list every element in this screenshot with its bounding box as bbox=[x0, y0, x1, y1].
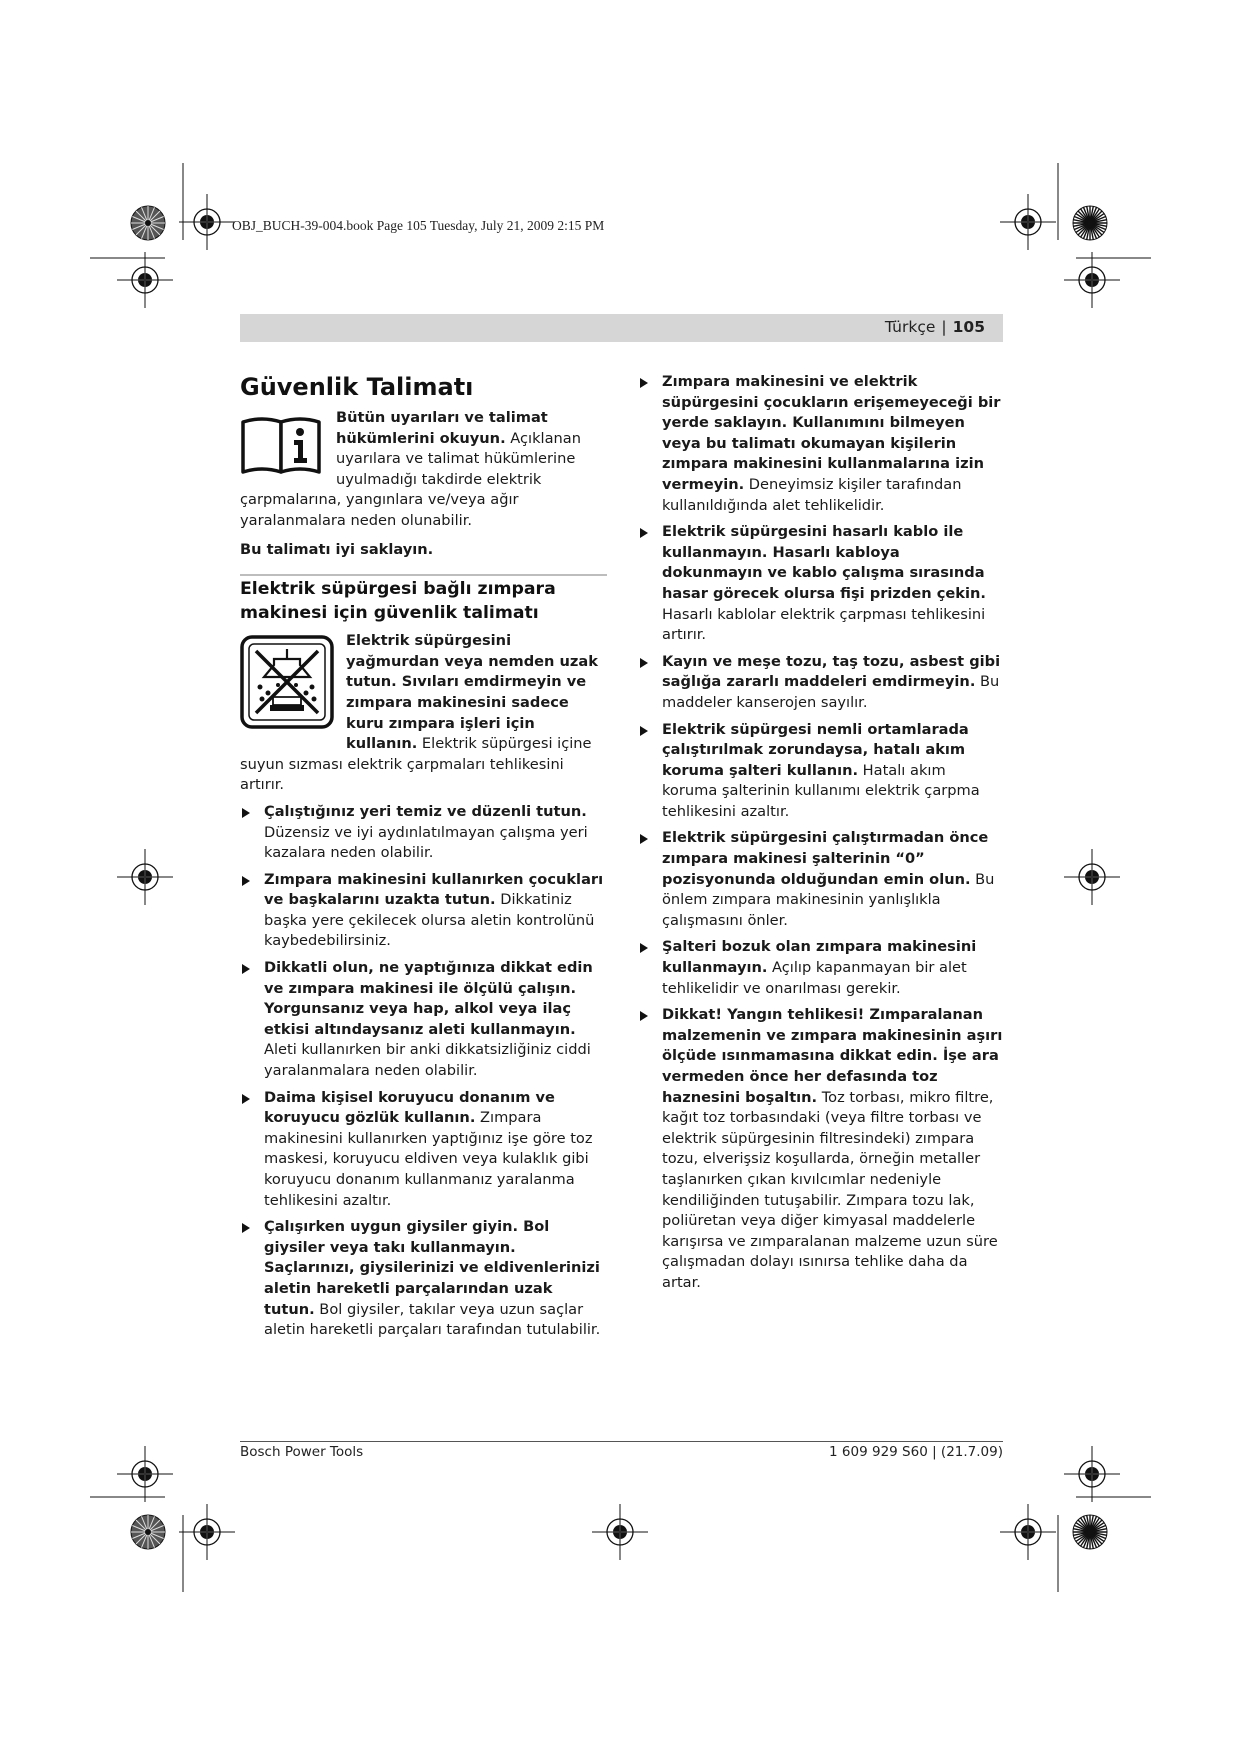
item-text: Bu maddeler kanserojen sayılır. bbox=[662, 673, 1000, 711]
footer-doc-number: 1 609 929 S60 | (21.7.09) bbox=[829, 1444, 1003, 1460]
left-column bbox=[240, 372, 607, 1347]
item-text: Zımpara makinesini kullanırken yaptığınız işe göre toz maskesi, koruyucu eldiven veya kulaklık gibi koruyucu donanım kullanmanız yaralanma tehlikesini azaltır. bbox=[264, 1109, 593, 1209]
page-header bbox=[240, 314, 1003, 342]
item-text: Hatalı akım koruma şalterinin kullanımı elektrik çarpma tehlikesini azaltır. bbox=[662, 761, 980, 820]
keep-instructions: Bu talimatı iyi saklayın. bbox=[240, 540, 434, 558]
page-title: Güvenlik Talimatı bbox=[240, 373, 474, 401]
intro-bold: Bütün uyarıları ve talimat hükümlerini okuyun. bbox=[336, 409, 548, 447]
list-item bbox=[638, 720, 1004, 823]
item-text: Deneyimsiz kişiler tarafından kullanıldığında alet tehlikelidir. bbox=[662, 475, 962, 514]
list-item bbox=[240, 1217, 607, 1341]
item-text: Hasarlı kablolar elektrik çarpması tehlikesini artırır. bbox=[662, 605, 986, 644]
item-bold: Elektrik süpürgesini hasarlı kablo ile kullanmayın. Hasarlı kabloya dokunmayın ve kablo çalışma sırasında hasar görecek olursa fişi prizden çekin. bbox=[662, 523, 986, 602]
right-bullet-list bbox=[638, 372, 1004, 1294]
list-item bbox=[240, 1088, 607, 1212]
item-text: Dikkatiniz başka yere çekilecek olursa aletin kontrolünü kaybedebilirsiniz. bbox=[264, 891, 595, 950]
page-number: 105 bbox=[952, 318, 985, 336]
vacuum-warning-block bbox=[240, 631, 607, 802]
read-manual-block bbox=[240, 408, 607, 532]
list-item bbox=[240, 870, 607, 952]
list-item bbox=[240, 958, 607, 1082]
item-bold: Kayın ve meşe tozu, taş tozu, asbest gibi sağlığa zararlı maddeleri emdirmeyin. bbox=[662, 652, 1001, 691]
item-text: Bu önlem zımpara makinesinin yanlışlıkla çalışmasını önler. bbox=[662, 870, 995, 929]
vacuum-bold: Elektrik süpürgesini yağmurdan veya nemden uzak tutun. Sıvıları emdirmeyin ve zımpara makinesini sadece kuru zımpara işleri için kullanın. bbox=[346, 632, 598, 753]
item-bold: Elektrik süpürgesini çalıştırmadan önce zımpara makinesi şalterinin “0” pozisyonunda olduğundan emin olun. bbox=[662, 829, 989, 888]
header-text bbox=[885, 318, 985, 336]
item-bold: Zımpara makinesini ve elektrik süpürgesini çocukların erişemeyeceği bir yerde saklayın. Kullanımını bilmeyen veya bu talimatı okumayan kişilerin zımpara makinesini kullanmalarına izin vermeyin. bbox=[662, 373, 1001, 493]
list-item bbox=[240, 802, 607, 864]
header-language: Türkçe bbox=[884, 318, 936, 336]
list-item bbox=[638, 937, 1004, 999]
item-bold: Dikkat! Yangın tehlikesi! Zımparalanan malzemenin ve zımpara makinesinin aşırı ölçüde ısınmamasına dikkat edin. İşe ara vermeden önce her defasında toz haznesini boşaltın. bbox=[662, 1006, 1003, 1106]
item-bold: Elektrik süpürgesi nemli ortamlarada çalıştırılmak zorundaysa, hatalı akım koruma şalteri kullanın. bbox=[662, 720, 969, 779]
list-item bbox=[638, 1005, 1004, 1293]
header-separator: | bbox=[941, 318, 947, 336]
right-column bbox=[638, 372, 1004, 1300]
item-text: Toz torbası, mikro filtre, kağıt toz torbasındaki (veya filtre torbası ve elektrik süpürgesinin filtresindeki) zımpara tozu, elverişsiz koşullarda, örneğin metaller taşlanırken çıkan kıvılcımlar nedeniyle kendiliğinden tutuşabilir. Zımpara tozu lak, poliüretan veya diğer kimyasal maddelerle karışırsa ve zımparalanan malzeme uzun süre çalışmadan dolayı ısınırsa tehlike daha da artar. bbox=[662, 1088, 998, 1291]
footer-divider bbox=[240, 1441, 1003, 1442]
read-manual-icon bbox=[240, 412, 322, 483]
slug-line: OBJ_BUCH-39-004.book Page 105 Tuesday, July 21, 2009 2:15 PM bbox=[232, 218, 605, 233]
list-item bbox=[638, 828, 1004, 931]
item-bold: Şalteri bozuk olan zımpara makinesini kullanmayın. bbox=[662, 938, 977, 977]
list-item bbox=[638, 522, 1004, 646]
item-text: Açılıp kapanmayan bir alet tehlikelidir ve onarılması gerekir. bbox=[662, 959, 967, 997]
vacuum-no-liquids-icon bbox=[240, 635, 334, 736]
item-bold: Zımpara makinesini kullanırken çocukları ve başkalarını uzakta tutun. bbox=[264, 870, 604, 909]
list-item bbox=[638, 652, 1004, 714]
footer-brand: Bosch Power Tools bbox=[240, 1444, 364, 1460]
item-text: Düzensiz ve iyi aydınlatılmayan çalışma yeri kazalara neden olabilir. bbox=[264, 823, 588, 862]
left-bullet-list bbox=[240, 802, 607, 1341]
vacuum-text: Elektrik süpürgesi içine suyun sızması elektrik çarpmaları tehlikesini artırır. bbox=[240, 735, 592, 794]
intro-text: Açıklanan uyarılara ve talimat hükümlerine uyulmadığı takdirde elektrik çarpmalarına, yangınlara ve/veya ağır yaralanmalara neden olunabilir. bbox=[240, 429, 581, 529]
item-bold: Daima kişisel koruyucu donanım ve koruyucu gözlük kullanın. bbox=[264, 1088, 555, 1127]
list-item bbox=[638, 372, 1004, 516]
item-bold: Çalıştığınız yeri temiz ve düzenli tutun. bbox=[264, 802, 587, 820]
section-title: Elektrik süpürgesi bağlı zımpara makinesi için güvenlik talimatı bbox=[240, 574, 607, 625]
item-bold: Çalışırken uygun giysiler giyin. Bol giysiler veya takı kullanmayın. Saçlarınızı, giysilerinizi ve eldivenlerinizi aletin hareketli parçalarından uzak tutun. bbox=[264, 1218, 600, 1318]
item-text: Bol giysiler, takılar veya uzun saçlar aletin hareketli parçaları tarafından tutulabilir. bbox=[264, 1300, 601, 1339]
item-text: Aleti kullanırken bir anki dikkatsizliğiniz ciddi yaralanmalara neden olabilir. bbox=[264, 1041, 591, 1080]
item-bold: Dikkatli olun, ne yaptığınıza dikkat edin ve zımpara makinesi ile ölçülü çalışın. Yorgunsanız veya hap, alkol veya ilaç etkisi altındaysanız aleti kullanmayın. bbox=[264, 959, 593, 1038]
